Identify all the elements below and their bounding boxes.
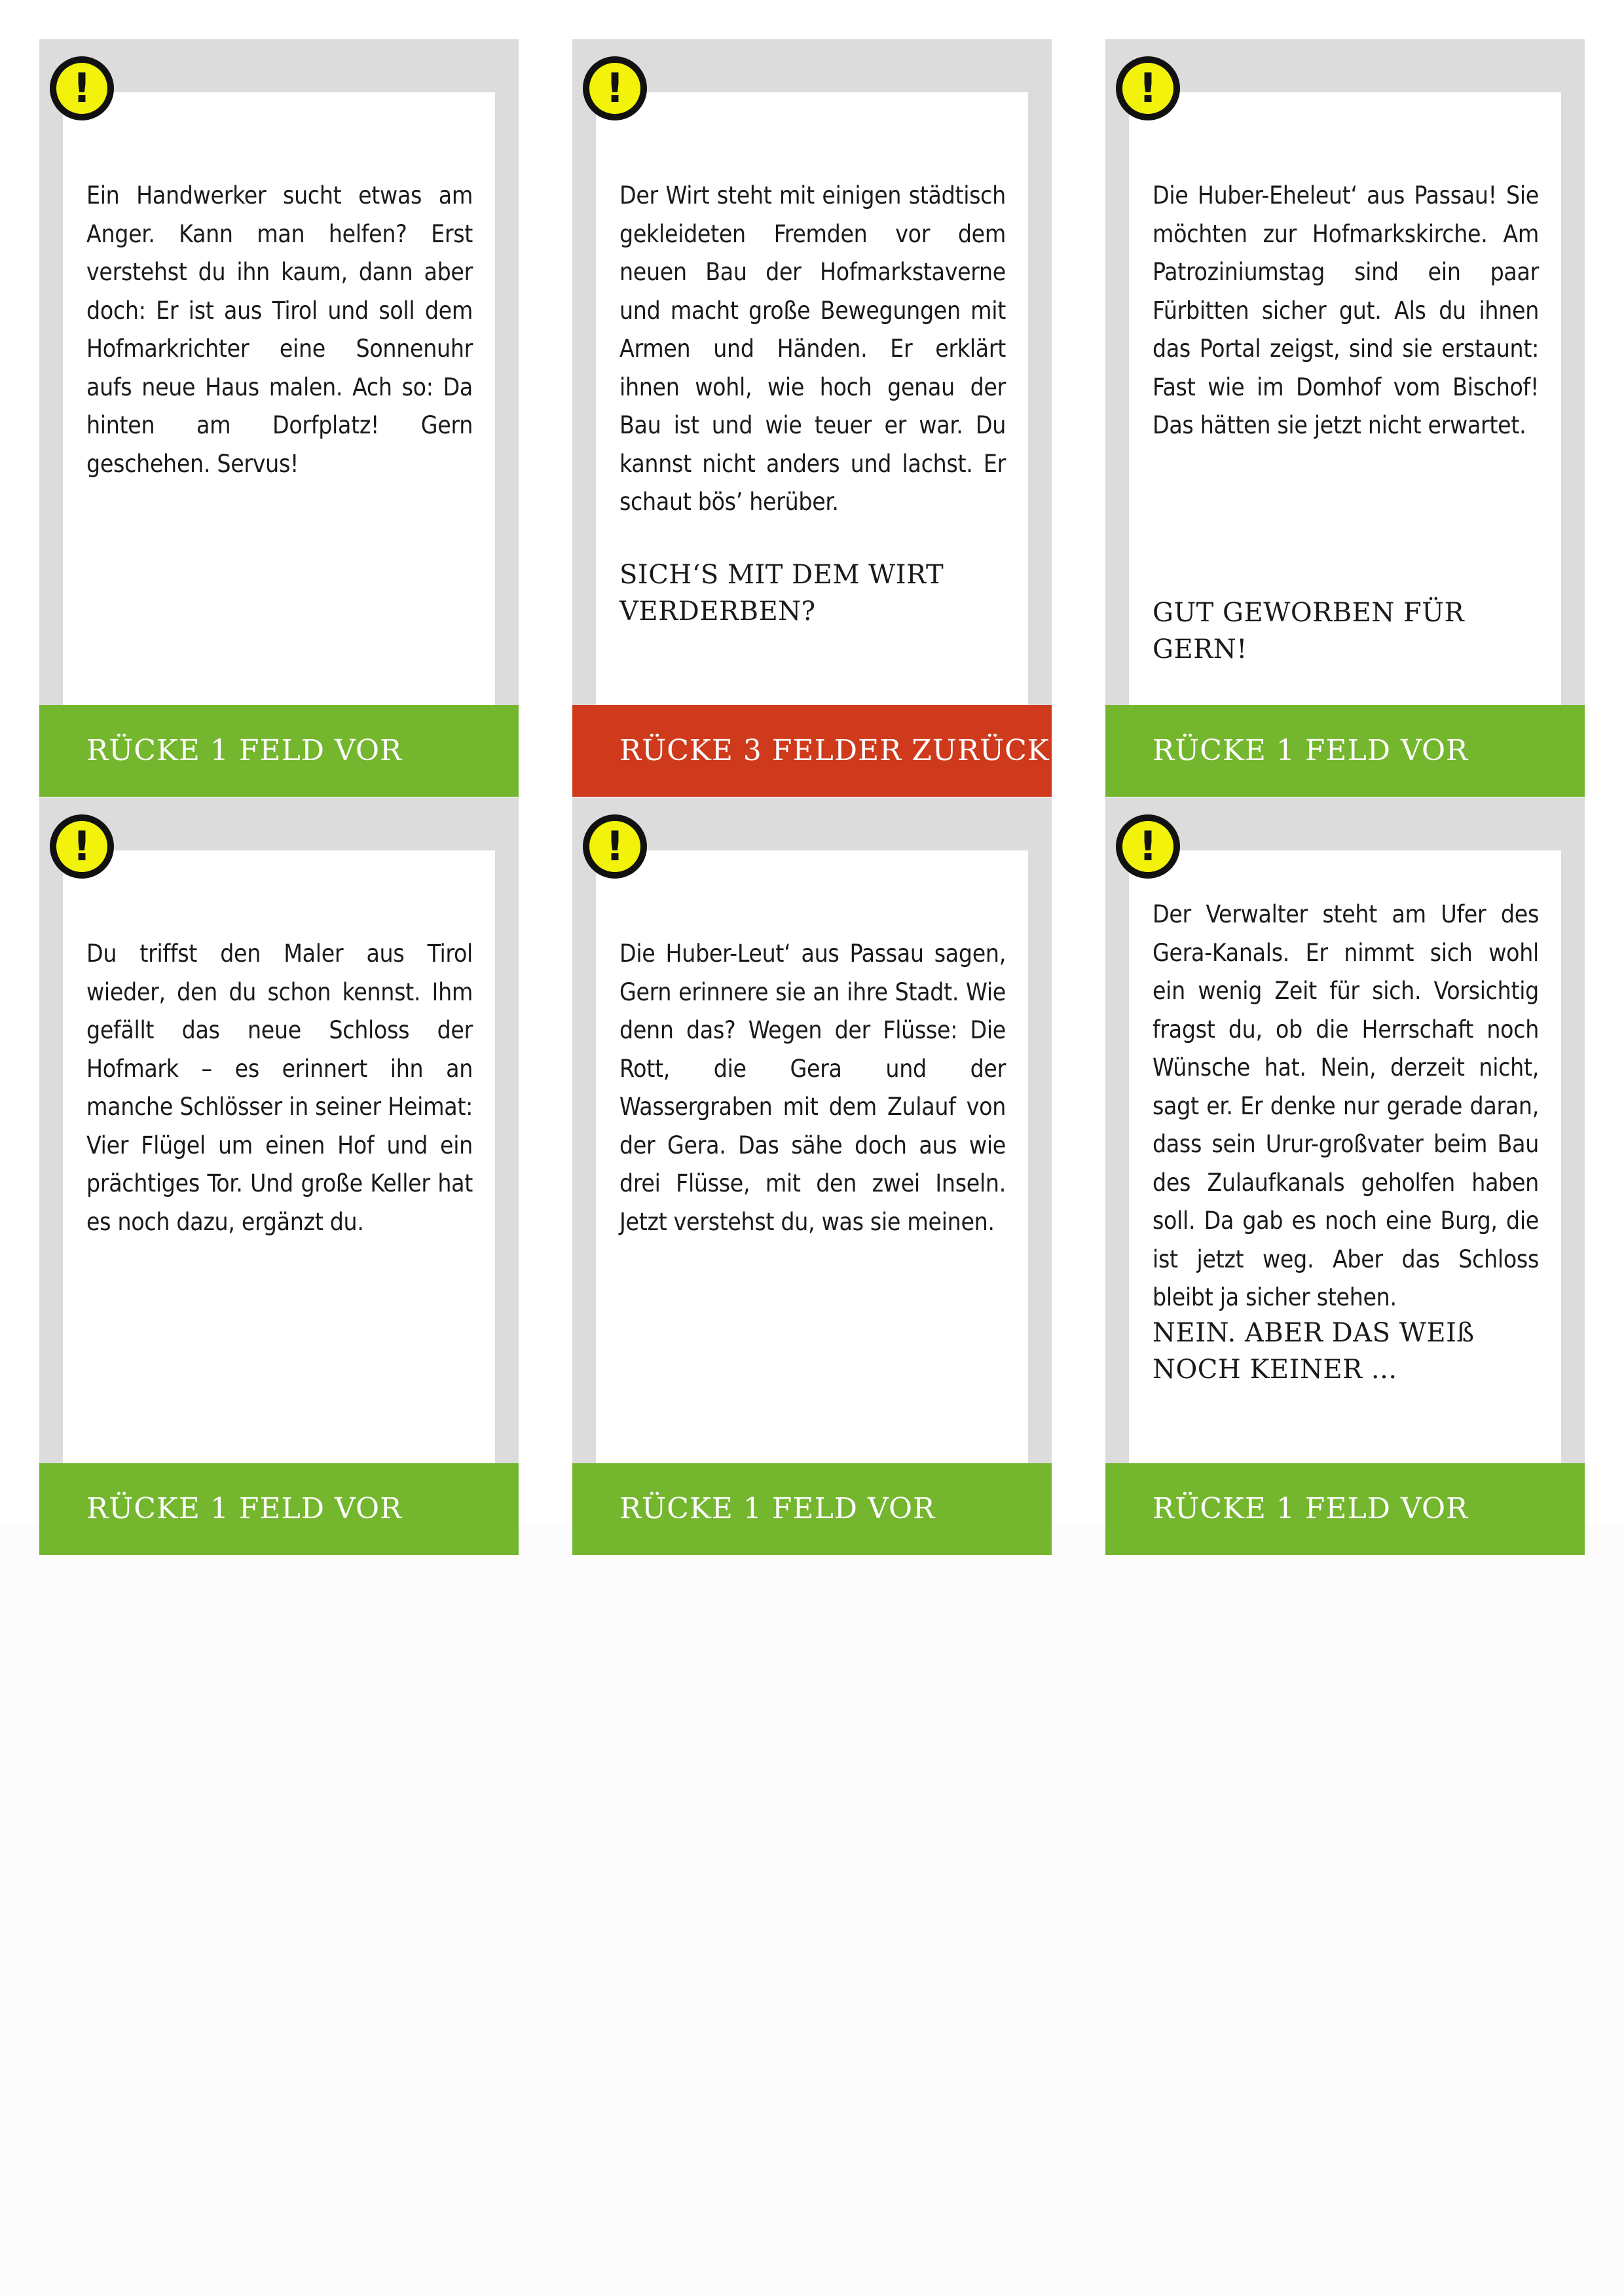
event-card[interactable]: [39, 797, 519, 1555]
card-tagline: SICH‘S MIT DEM WIRT VERDERBEN?: [619, 560, 944, 627]
exclamation-icon: !: [583, 814, 647, 879]
card-tagline: NEIN. ABER DAS WEIß NOCH KEINER ...: [1153, 1318, 1475, 1385]
exclamation-icon: !: [583, 56, 647, 120]
card-tagline: GUT GEWORBEN FÜR GERN!: [1153, 598, 1465, 665]
card-action-bar[interactable]: [39, 705, 519, 797]
card-story-text: Der Verwalter steht am Ufer des Gera-Kanals. Er nimmt sich wohl ein wenig Zeit für sich. Vorsichtig fragst du, ob die Herrschaft noch Wünsche hat. Nein, derzeit nicht, sagt er. Er denke nur gerade daran, dass sein Urur-großvater beim Bau des Zulaufkanals geholfen haben soll. Da gab es noch eine Burg, die ist jetzt weg. Aber das Schloss bleibt ja sicher stehen.: [1153, 900, 1539, 1311]
card-action-bar[interactable]: [1105, 1463, 1585, 1555]
event-card[interactable]: [39, 39, 519, 797]
event-card[interactable]: [572, 797, 1052, 1555]
card-action-label: RÜCKE 3 FELDER ZURÜCK: [619, 734, 1050, 767]
card-story-text: Ein Handwerker sucht etwas am Anger. Kann man helfen? Erst verstehst du ihn kaum, dann aber doch: Er ist aus Tirol und soll dem Hofmarkrichter eine Sonnenuhr aufs neue Haus malen. Ach so: Da hinten am Dorfplatz! Gern geschehen. Servus!: [86, 181, 473, 478]
card-story-text: Du triffst den Maler aus Tirol wieder, den du schon kennst. Ihm gefällt das neue Schloss der Hofmark – es erinnert ihn an manche Schlösser in seiner Heimat: Vier Flügel um einen Hof und ein prächtiges Tor. Und große Keller hat es noch dazu, ergänzt du.: [86, 939, 473, 1236]
card-action-bar[interactable]: [572, 1463, 1052, 1555]
event-card[interactable]: [1105, 797, 1585, 1555]
card-story-text: Der Wirt steht mit einigen städtisch gekleideten Fremden vor dem neuen Bau der Hofmarkstaverne und macht große Bewegungen mit Armen und Händen. Er erklärt ihnen wohl, wie hoch genau der Bau ist und wie teuer er war. Du kannst nicht anders und lachst. Er schaut bös’ herüber.: [619, 181, 1006, 516]
event-card[interactable]: [1105, 39, 1585, 797]
event-card[interactable]: [572, 39, 1052, 797]
card-story-text: Die Huber-Leut‘ aus Passau sagen, Gern erinnere sie an ihre Stadt. Wie denn das? Wegen der Flüsse: Die Rott, die Gera und der Wassergraben mit dem Zulauf von der Gera. Das sähe doch aus wie drei Flüsse, mit den zwei Inseln. Jetzt verstehst du, was sie meinen.: [619, 939, 1006, 1236]
card-action-label: RÜCKE 1 FELD VOR: [1153, 734, 1469, 767]
exclamation-icon: !: [50, 814, 114, 879]
card-story-text: Die Huber-Eheleut‘ aus Passau! Sie möchten zur Hofmarkskirche. Am Patroziniumstag sind ein paar Fürbitten sicher gut. Als du ihnen das Portal zeigst, sind sie erstaunt: Fast wie im Domhof vom Bischof! Das hätten sie jetzt nicht erwartet.: [1153, 181, 1539, 439]
exclamation-icon: !: [1116, 814, 1180, 879]
exclamation-icon: !: [50, 56, 114, 120]
card-action-bar[interactable]: [572, 705, 1052, 797]
card-action-label: RÜCKE 1 FELD VOR: [1153, 1492, 1469, 1525]
card-action-label: RÜCKE 1 FELD VOR: [86, 1492, 403, 1525]
exclamation-icon: !: [1116, 56, 1180, 120]
card-action-label: RÜCKE 1 FELD VOR: [86, 734, 403, 767]
card-action-bar[interactable]: [39, 1463, 519, 1555]
card-action-label: RÜCKE 1 FELD VOR: [619, 1492, 936, 1525]
card-action-bar[interactable]: [1105, 705, 1585, 797]
